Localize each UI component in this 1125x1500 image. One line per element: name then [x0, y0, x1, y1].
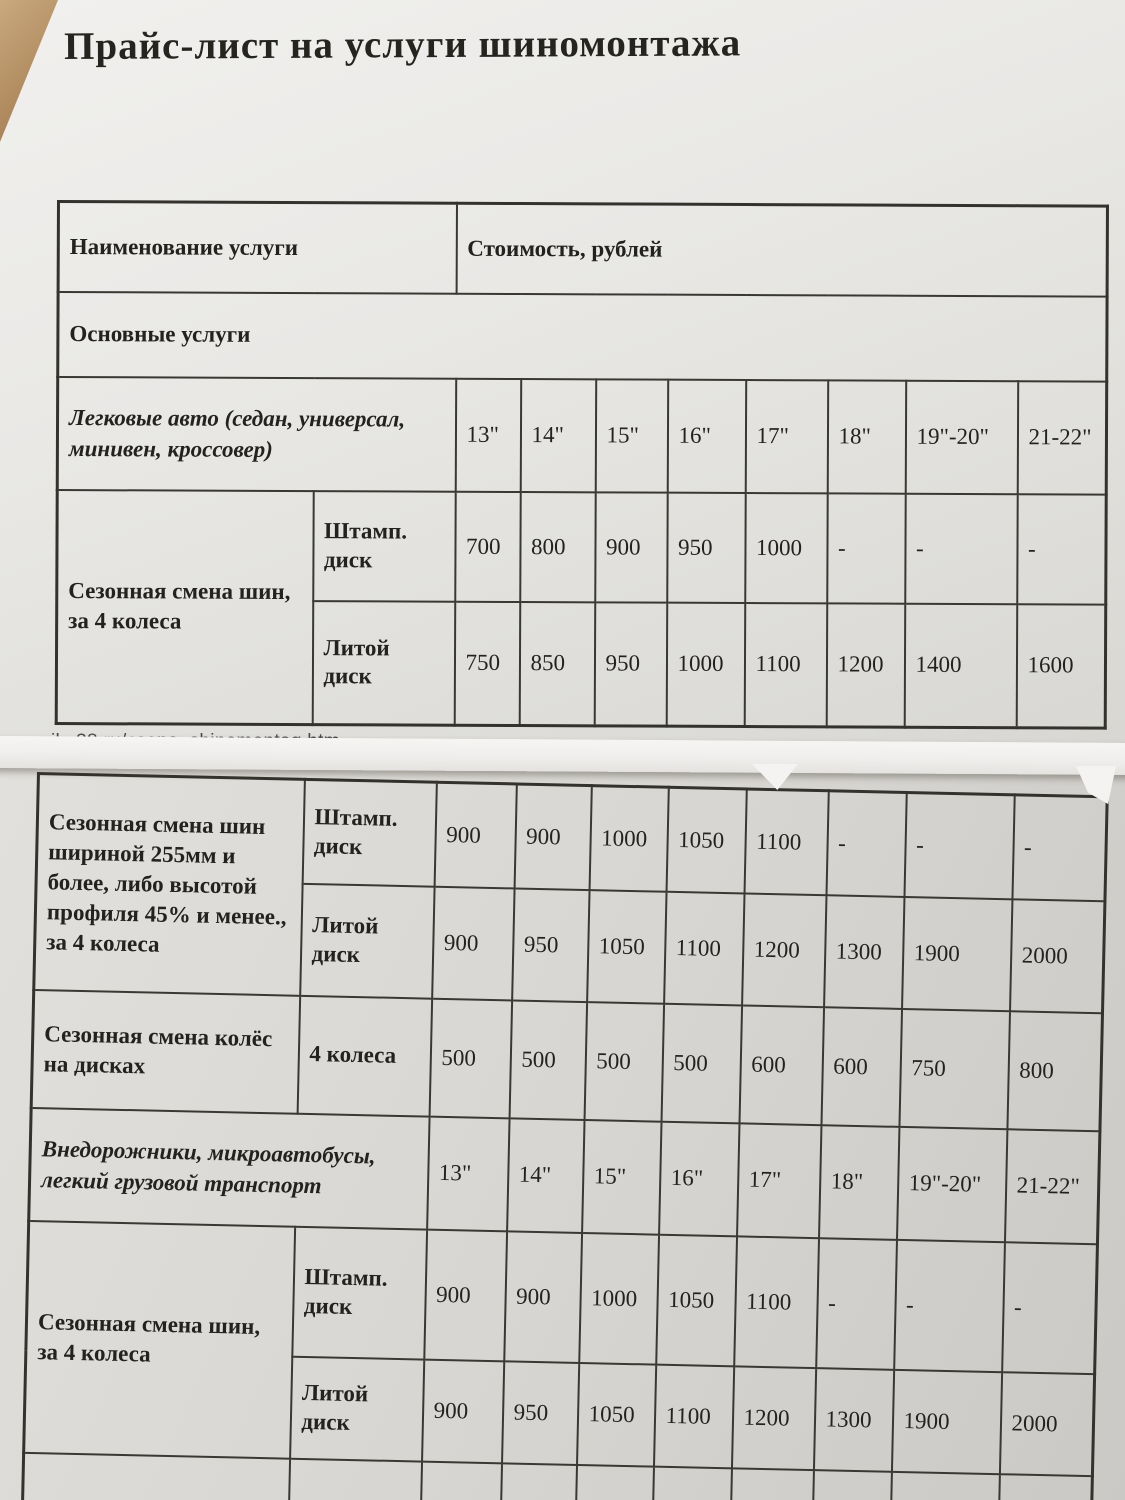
price-cell: - — [816, 1238, 897, 1370]
disc-type-cell: Штамп. диск — [302, 779, 436, 886]
price-cell: 600 — [821, 1007, 902, 1127]
size-header-cell: 17" — [745, 380, 827, 493]
price-cell: 1600 — [1016, 604, 1106, 728]
disc-type-cell: Штамп. диск — [292, 1226, 427, 1359]
price-cell: 950 — [512, 888, 589, 1002]
price-cell: 850 — [519, 602, 595, 726]
empty-cell — [998, 1474, 1092, 1500]
section-title-cell: Основные услуги — [58, 292, 1107, 382]
empty-cell — [22, 1452, 289, 1500]
price-cell: 950 — [502, 1361, 579, 1465]
price-cell: - — [1017, 494, 1107, 604]
page-title: Прайс-лист на услуги шиномонтажа — [64, 21, 742, 68]
price-cell: 1050 — [577, 1362, 656, 1466]
price-cell: - — [1002, 1242, 1098, 1374]
price-cell: 900 — [422, 1359, 504, 1463]
category-suv-cell: Внедорожники, микроавтобусы, легкий грузовой транспорт — [29, 1107, 429, 1229]
price-cell: 700 — [455, 491, 520, 601]
price-cell: 1050 — [656, 1234, 737, 1366]
price-cell: 1100 — [744, 603, 827, 727]
price-cell: 2000 — [999, 1372, 1094, 1476]
size-header-cell: 15" — [595, 379, 667, 492]
empty-cell — [575, 1464, 653, 1500]
size-header-cell: 13" — [427, 1116, 509, 1231]
size-header-cell: 15" — [582, 1120, 661, 1235]
price-cell: 1000 — [589, 786, 668, 892]
table-header-row — [58, 202, 1107, 297]
price-cell: 600 — [739, 1005, 824, 1125]
price-cell: 1300 — [824, 895, 904, 1009]
price-cell: 500 — [661, 1003, 742, 1123]
table-surface-corner — [0, 0, 58, 142]
price-cell: 1050 — [587, 890, 666, 1004]
price-cell: 1200 — [826, 603, 905, 727]
price-cell: 1200 — [742, 893, 826, 1007]
price-row-season-stamped — [26, 1220, 1098, 1373]
price-cell: 750 — [454, 601, 520, 725]
size-header-cell: 16" — [659, 1121, 739, 1236]
price-cell: 900 — [514, 784, 591, 890]
disc-type-cell: Штамп. диск — [313, 491, 455, 602]
price-cell: 500 — [584, 1002, 664, 1122]
header-service-cell: Наименование услуги — [58, 202, 456, 294]
empty-cell — [420, 1461, 501, 1500]
price-cell: 950 — [667, 492, 745, 602]
price-cell: - — [905, 493, 1017, 603]
size-header-cell: 14" — [507, 1118, 584, 1233]
price-cell: - — [894, 1239, 1005, 1371]
size-header-cell: 17" — [737, 1123, 821, 1238]
empty-cell — [890, 1471, 999, 1500]
empty-cell — [812, 1470, 891, 1500]
header-cost-cell: Стоимость, рублей — [456, 203, 1107, 296]
price-cell: 1200 — [731, 1366, 815, 1470]
category-cars-cell: Легковые авто (седан, универсал, минивен, кроссовер) — [57, 377, 455, 492]
empty-cell — [288, 1458, 421, 1500]
price-cell: 1900 — [891, 1369, 1001, 1473]
empty-cell — [730, 1468, 813, 1500]
price-cell: 1900 — [902, 896, 1012, 1010]
price-cell: - — [826, 791, 906, 897]
disc-type-cell: Литой диск — [312, 601, 455, 726]
category-sizes-row — [57, 377, 1107, 495]
price-cell: - — [1012, 795, 1107, 901]
empty-cell — [652, 1466, 731, 1500]
price-row-255-stamped — [36, 774, 1107, 901]
price-table-top — [55, 200, 1109, 730]
price-cell: 1400 — [904, 603, 1017, 727]
disc-type-cell: Литой диск — [290, 1356, 424, 1461]
price-cell: 2000 — [1010, 899, 1105, 1013]
size-header-cell: 18" — [827, 380, 905, 493]
price-cell: 1000 — [579, 1232, 659, 1364]
price-cell: 500 — [429, 998, 512, 1118]
service-name-cell: Сезонная смена шин шириной 255мм и более, либо высотой профиля 45% и менее., за 4 колеса — [34, 774, 305, 996]
price-cell: 900 — [434, 782, 516, 888]
price-cell: 1000 — [745, 493, 827, 603]
size-header-cell: 19"-20" — [905, 380, 1017, 493]
service-name-cell: Сезонная смена колёс на дисках — [31, 989, 300, 1113]
price-cell: 900 — [504, 1231, 582, 1363]
disc-type-cell: 4 колеса — [297, 995, 432, 1116]
price-cell: 900 — [432, 886, 514, 1000]
price-cell: 800 — [1007, 1011, 1103, 1131]
price-row-stamped — [57, 490, 1107, 605]
price-cell: 500 — [509, 1000, 587, 1120]
price-cell: 800 — [520, 492, 595, 602]
price-row-wheels — [31, 989, 1102, 1130]
price-cell: 1300 — [813, 1368, 893, 1472]
photo-segment-bottom — [0, 768, 1125, 1500]
service-name-cell: Сезонная смена шин, за 4 колеса — [24, 1220, 295, 1458]
size-header-cell: 13" — [455, 378, 520, 491]
size-header-cell: 21-22" — [1017, 381, 1107, 494]
price-cell: 1100 — [654, 1364, 734, 1468]
price-cell: 1100 — [734, 1236, 819, 1368]
price-cell: 750 — [899, 1008, 1010, 1128]
price-cell: 950 — [594, 602, 667, 726]
section-row — [58, 292, 1107, 382]
size-header-cell: 21-22" — [1004, 1129, 1099, 1244]
price-table-bottom — [21, 772, 1109, 1500]
price-cell: 1000 — [666, 602, 745, 726]
size-header-cell: 18" — [819, 1125, 899, 1240]
price-cell: 1100 — [664, 891, 744, 1005]
empty-cell — [500, 1463, 576, 1500]
price-cell: - — [827, 493, 905, 603]
service-name-cell: Сезонная смена шин, за 4 колеса — [56, 490, 313, 725]
size-header-cell: 16" — [667, 379, 745, 492]
price-cell: - — [904, 792, 1014, 898]
size-header-cell: 19"-20" — [897, 1126, 1007, 1241]
price-cell: 900 — [424, 1229, 507, 1361]
price-cell: 1100 — [744, 789, 828, 895]
price-cell: 1050 — [666, 787, 746, 893]
size-header-cell: 14" — [520, 379, 595, 492]
disc-type-cell: Литой диск — [300, 883, 434, 998]
price-cell: 900 — [595, 492, 667, 602]
